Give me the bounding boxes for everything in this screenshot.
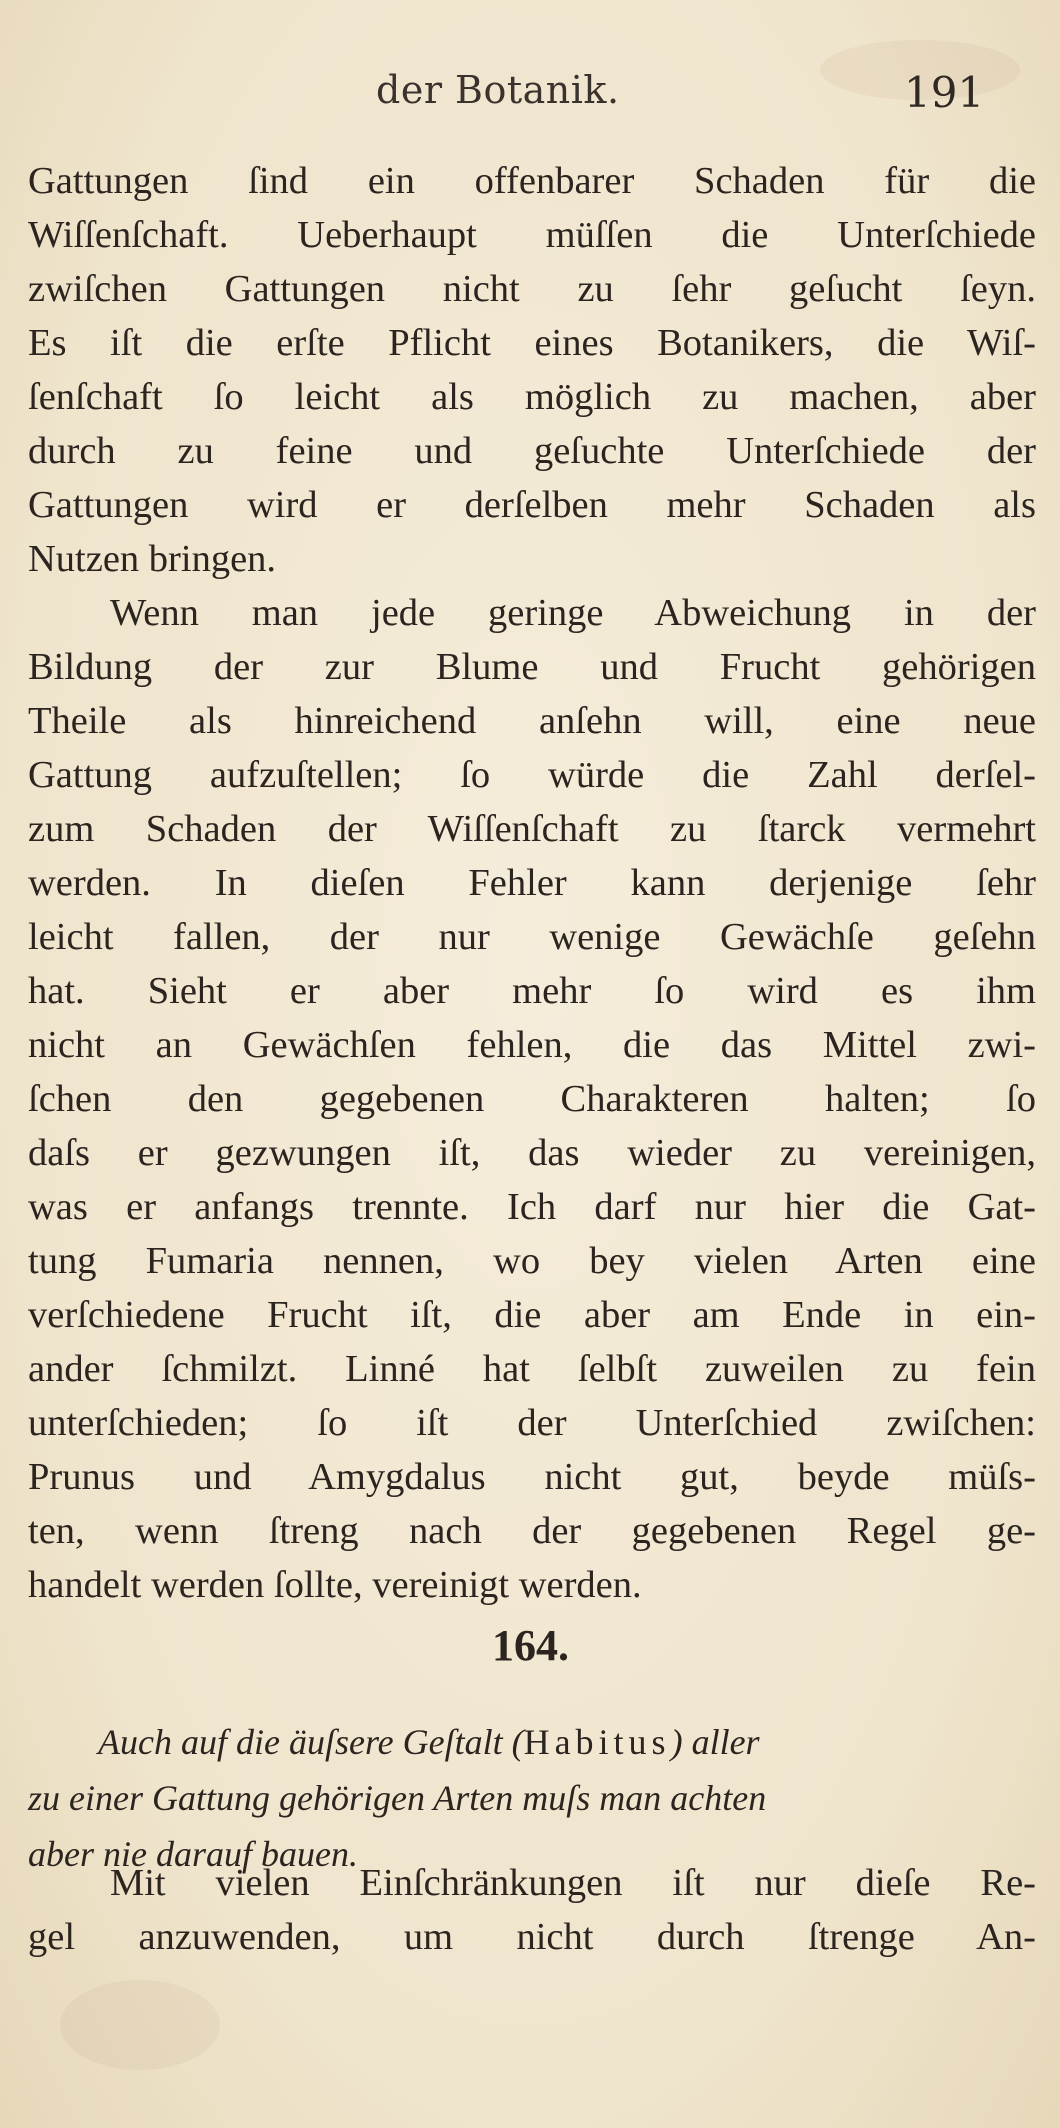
page-number: 191 bbox=[904, 68, 985, 117]
text-line: ten, wenn ſtreng nach der gegebenen Regel ge- bbox=[28, 1510, 1036, 1552]
text-line: Es iſt die erſte Pflicht eines Botanikers, die Wiſ- bbox=[28, 322, 1036, 364]
text-line: ander ſchmilzt. Linné hat ſelbſt zuweilen zu fein bbox=[28, 1348, 1036, 1390]
text-line: daſs er gezwungen iſt, das wieder zu vereinigen, bbox=[28, 1132, 1036, 1174]
text-line: Gattungen wird er derſelben mehr Schaden als bbox=[28, 484, 1036, 526]
text-line: ſenſchaft ſo leicht als möglich zu machen, aber bbox=[28, 376, 1036, 418]
text-line: Bildung der zur Blume und Frucht gehörigen bbox=[28, 646, 1036, 688]
running-title: der Botanik. bbox=[376, 68, 620, 112]
text-line: handelt werden ſollte, vereinigt werden. bbox=[28, 1564, 642, 1606]
text-line: was er anfangs trennte. Ich darf nur hier die Gat- bbox=[28, 1186, 1036, 1228]
text-line: tung Fumaria nennen, wo bey vielen Arten eine bbox=[28, 1240, 1036, 1282]
text-line: Wenn man jede geringe Abweichung in der bbox=[110, 592, 1036, 634]
rule-line-2: zu einer Gattung gehörigen Arten muſs man achten bbox=[28, 1778, 767, 1818]
text-line: verſchiedene Frucht iſt, die aber am Ende in ein- bbox=[28, 1294, 1036, 1336]
rule-line-3: aber nie darauf bauen. bbox=[28, 1834, 358, 1874]
text-line: Mit vielen Einſchränkungen iſt nur dieſe Re- bbox=[110, 1862, 1036, 1904]
text-line: Wiſſenſchaft. Ueberhaupt müſſen die Unterſchiede bbox=[28, 214, 1036, 256]
rule-text: Auch auf die äuſsere Geſtalt ( bbox=[98, 1722, 524, 1762]
text-line: Theile als hinreichend anſehn will, eine neue bbox=[28, 700, 1036, 742]
paper-stain bbox=[60, 1980, 220, 2070]
text-line: gel anzuwenden, um nicht durch ſtrenge An- bbox=[28, 1916, 1036, 1958]
text-line: werden. In dieſen Fehler kann derjenige ſehr bbox=[28, 862, 1036, 904]
rule-term-habitus: Habitus bbox=[523, 1722, 671, 1762]
rule-text: ) aller bbox=[670, 1722, 760, 1762]
paragraph-2 bbox=[28, 586, 1036, 1612]
text-line: hat. Sieht er aber mehr ſo wird es ihm bbox=[28, 970, 1036, 1012]
text-line: Prunus und Amygdalus nicht gut, beyde müſs- bbox=[28, 1456, 1036, 1498]
rule-line-1 bbox=[28, 1714, 1036, 1770]
text-line: unterſchieden; ſo iſt der Unterſchied zwiſchen: bbox=[28, 1402, 1036, 1444]
text-line: zum Schaden der Wiſſenſchaft zu ſtarck vermehrt bbox=[28, 808, 1036, 850]
text-line: Gattung aufzuſtellen; ſo würde die Zahl derſel- bbox=[28, 754, 1036, 796]
paragraph-3 bbox=[28, 1856, 1036, 1964]
text-line: ſchen den gegebenen Charakteren halten; ſo bbox=[28, 1078, 1036, 1120]
section-number: 164. bbox=[492, 1621, 569, 1670]
text-line: Nutzen bringen. bbox=[28, 538, 277, 580]
text-line: leicht fallen, der nur wenige Gewächſe geſehn bbox=[28, 916, 1036, 958]
text-line: durch zu feine und geſuchte Unterſchiede der bbox=[28, 430, 1036, 472]
text-line: Gattungen ſind ein offenbarer Schaden für die bbox=[28, 160, 1036, 202]
paragraph-1 bbox=[28, 154, 1036, 586]
text-line: zwiſchen Gattungen nicht zu ſehr geſucht ſeyn. bbox=[28, 268, 1036, 310]
text-line: nicht an Gewächſen fehlen, die das Mittel zwi- bbox=[28, 1024, 1036, 1066]
